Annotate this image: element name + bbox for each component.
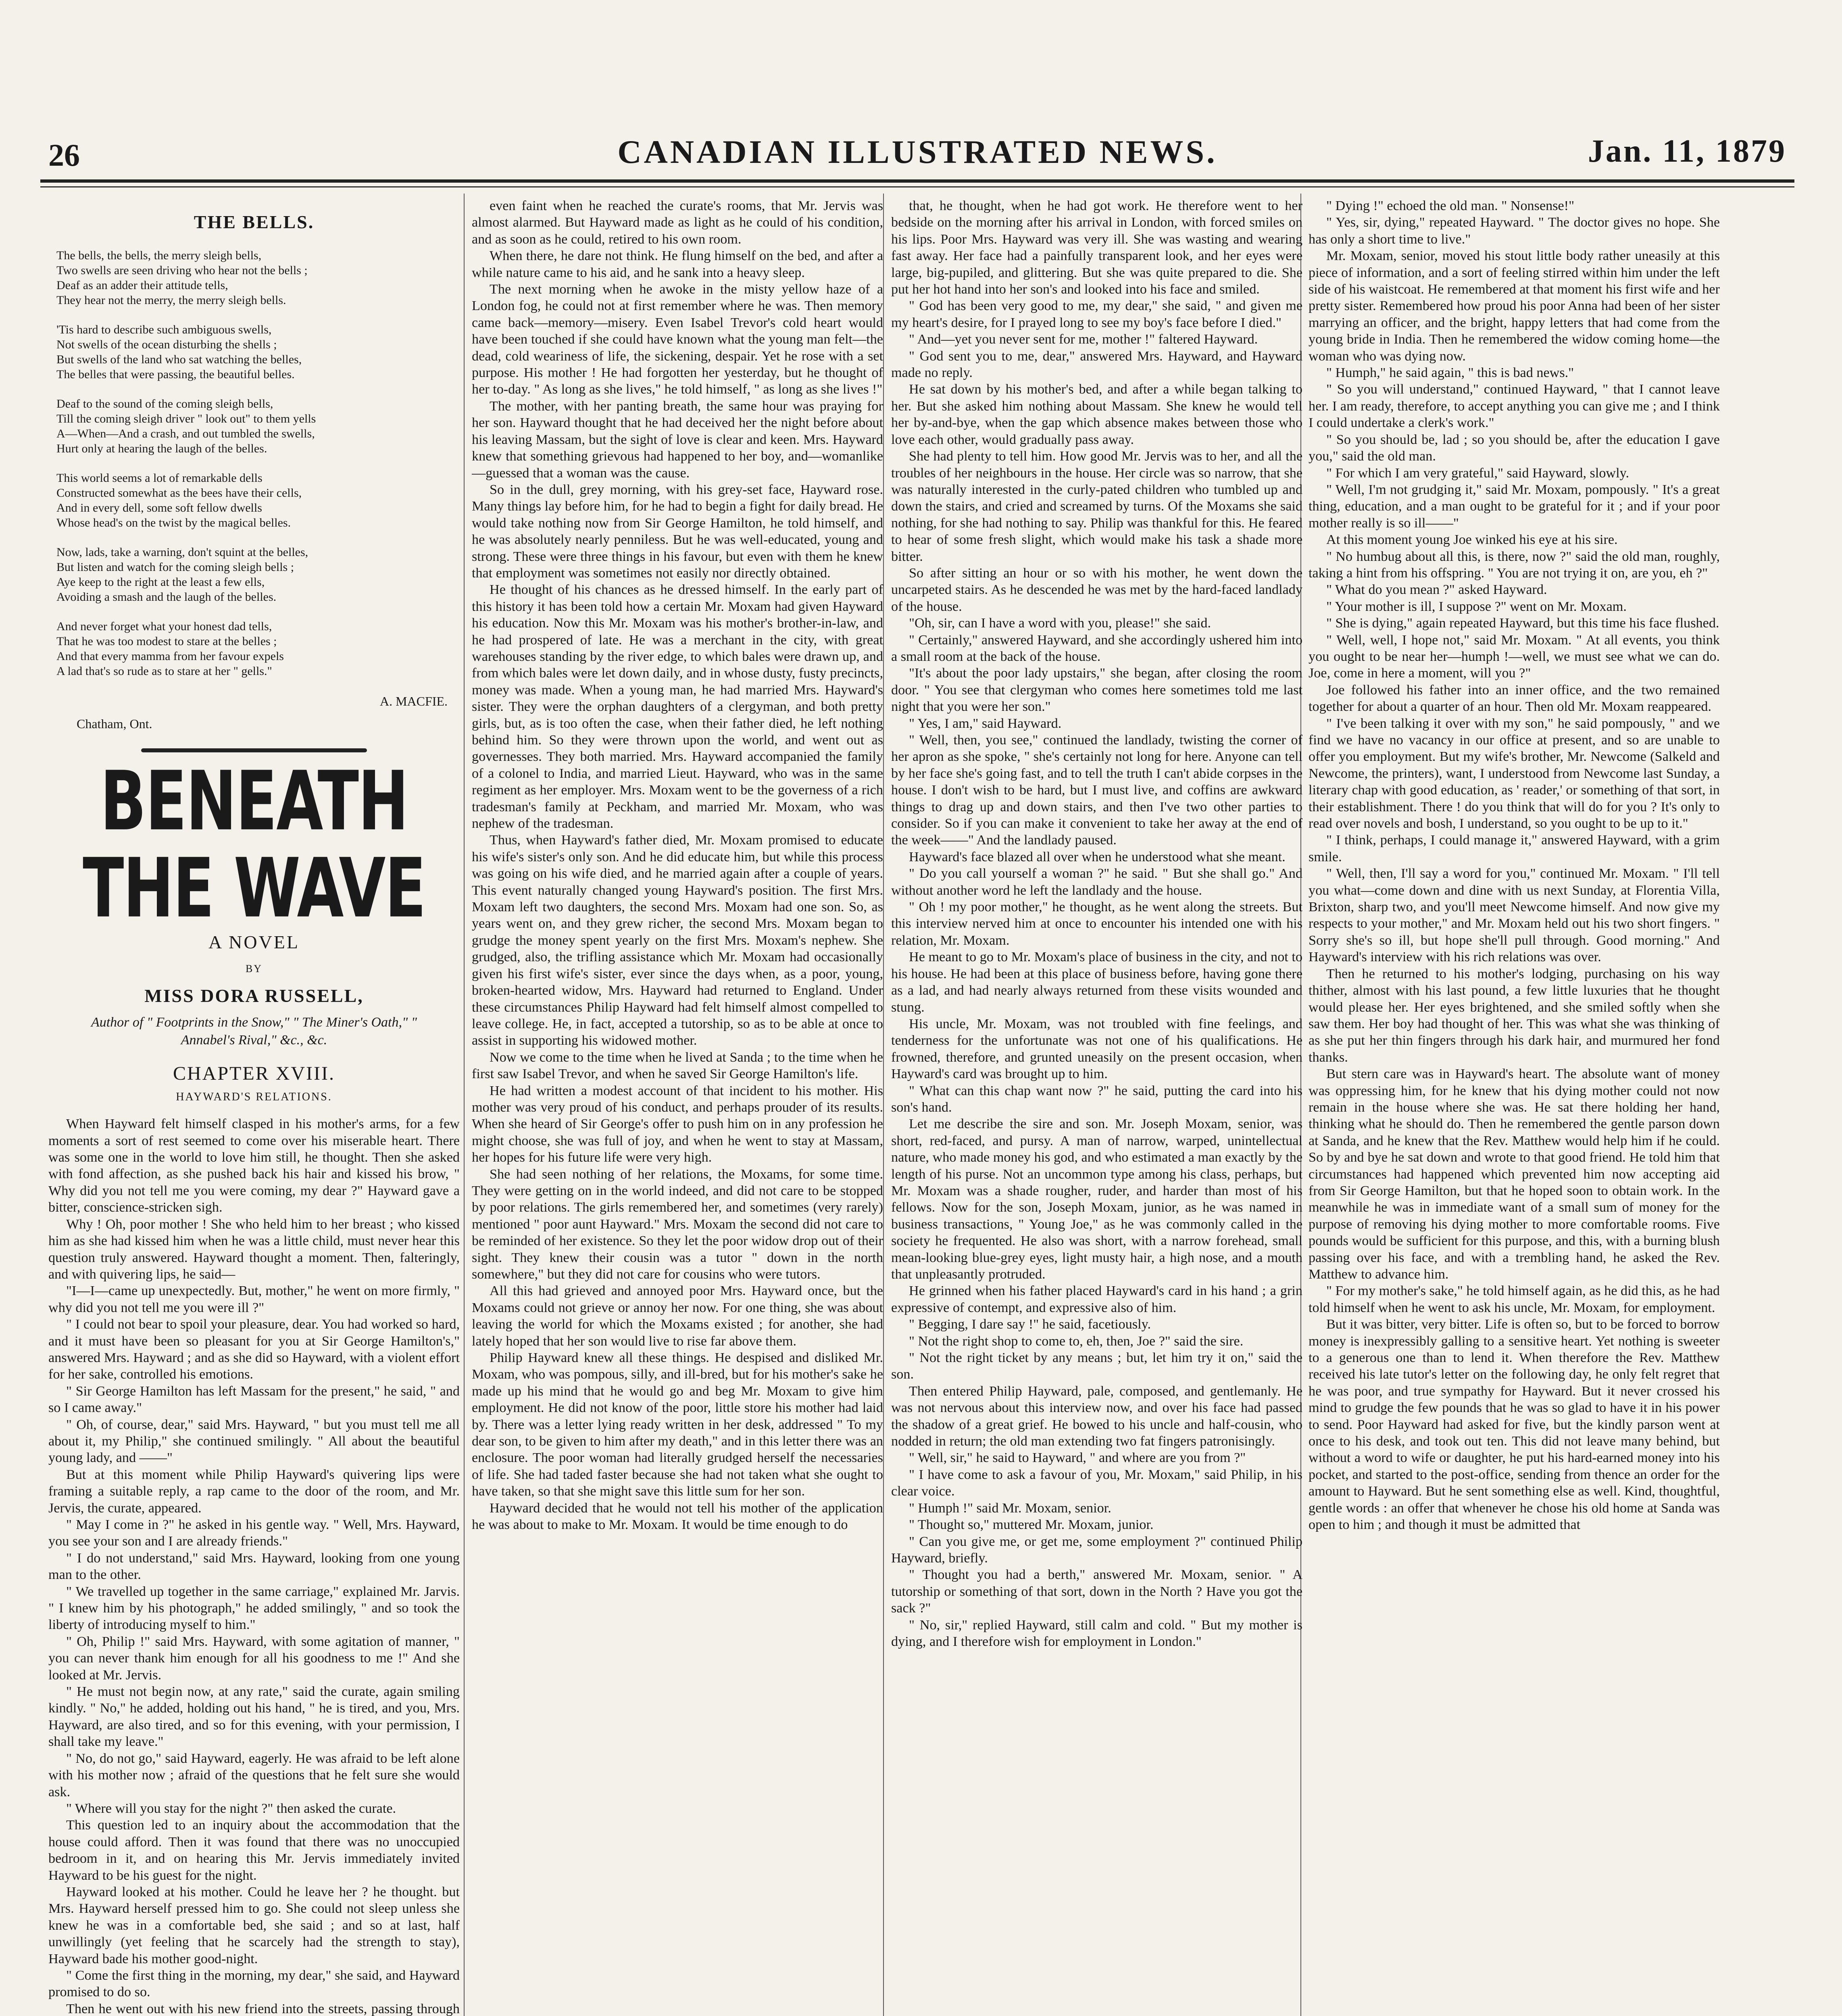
paragraph: He meant to go to Mr. Moxam's place of business in the city, and not to his house. He had been at this place of business before, having gone there as a lad, and had nearly always returned from these visits wounded and stung. — [891, 950, 1302, 1015]
paragraph: " So you will understand," continued Hayward, " that I cannot leave her. I am ready, therefore, to accept anything you can give me ; and I think I could undertake a clerk's work." — [1309, 382, 1720, 431]
serial-by: BY — [245, 962, 263, 975]
poem-line: And that every mamma from her favour expels — [56, 650, 284, 663]
paragraph: " Do you call yourself a woman ?" he said. " But she shall go." And without another word he left the landlady and the house. — [891, 866, 1302, 898]
poem-line: Whose head's on the twist by the magical belles. — [56, 516, 291, 530]
paragraph: " No, do not go," said Hayward, eagerly. He was afraid to be left alone with his mother now ; afraid of the questions that he felt sure she would ask. — [48, 1751, 460, 1799]
paragraph: " Dying !" echoed the old man. " Nonsense!" — [1326, 198, 1575, 213]
paragraph: This question led to an inquiry about the accommodation that the house could afford. Then it was found that there was no unoccupied bedroom in it, and on hearing this Mr. Jervis immediately invited Hayward to be his guest for the night. — [48, 1818, 460, 1883]
poem-stanza — [56, 322, 460, 382]
paragraph: " Well, well, I hope not," said Mr. Moxam. " At all events, you think you ought to be near her—humph !—well, we must see what we can do. Joe, come in here a moment, will you ?" — [1309, 632, 1720, 681]
paragraph: Joe followed his father into an inner office, and the two remained together for about a quarter of an hour. Then old Mr. Moxam reappeared. — [1309, 682, 1720, 714]
paragraph: even faint when he reached the curate's rooms, that Mr. Jervis was almost alarmed. But Hayward made as light as he could of his condition, and as soon as he could, retired to his own room. — [472, 198, 883, 247]
poem-stanza — [56, 471, 460, 530]
paragraph: " Certainly," answered Hayward, and she accordingly ushered him into a small room at the back of the house. — [891, 632, 1302, 664]
poem-stanza — [56, 545, 460, 604]
column-divider — [883, 194, 884, 2016]
paragraph: At this moment young Joe winked his eye at his sire. — [1326, 532, 1618, 548]
column-divider — [464, 194, 465, 2016]
poem-line: Constructed somewhat as the bees have their cells, — [56, 486, 302, 500]
poem-body — [48, 248, 460, 679]
paragraph: But it was bitter, very bitter. Life is often so, but to be forced to borrow money is inexpressibly galling to a sensitive heart. Yet nothing is sweeter to a generous one than to lend it. When therefore the Rev. Matthew received his late tutor's letter on the following day, he only felt regret that he was poor, and true sympathy for Hayward. But it never crossed his mind to grudge the few pounds that he was so glad to have it in his power to send. Poor Hayward had asked for five, but the kindly parson went at once to his desk, and took out ten. This did not leave many behind, but without a word to wife or daughter, he put his hard-earned money into his pocket, and started to the post-office, sending from thence an order for the amount to Hayward. But he sent something else as well. Kind, thoughtful, gentle words : an offer that whenever he chose his old home at Sanda was open to him ; and though it must be admitted that — [1309, 1317, 1720, 1533]
paragraph: " Well, then, you see," continued the landlady, twisting the corner of her apron as she spoke, " she's certainly not long for here. Anyone can tell by her face she's going fast, and to tell the truth I can't abide corpses in the house. I don't wish to be hard, but I must live, and coffins are awkward things to drag up and down stairs, and then I've two other parties to consider. So if you can make it convenient to take her away at the end of the week——" And the landlady paused. — [891, 733, 1302, 848]
paragraph: " Sir George Hamilton has left Massam for the present," he said, " and so I came away." — [48, 1383, 460, 1416]
paragraph: But stern care was in Hayward's heart. The absolute want of money was oppressing him, for he knew that his dying mother could not now remain in the house where she was. He sat there holding her hand, thinking what he should do. Then he remembered the gentle parson down at Sanda, and he knew that the Rev. Matthew would help him if he could. So by and bye he sat down and wrote to that good friend. He told him that circumstances had happened which prevented him now accepting aid from Sir George Hamilton, but that he hoped soon to obtain work. In the meanwhile he was in immediate want of a small sum of money for the purpose of removing his dying mother to more comfortable rooms. Five pounds would be sufficient for this purpose, and this, with a burning blush passing over his face, and with a trembling hand, he asked the Rev. Matthew to advance him. — [1309, 1066, 1720, 1282]
paragraph: " Yes, I am," said Hayward. — [909, 716, 1062, 731]
poem-line: Now, lads, take a warning, don't squint at the belles, — [56, 546, 308, 559]
column-2 — [472, 198, 883, 2016]
paragraph: " She is dying," again repeated Hayward, but this time his face flushed. — [1326, 616, 1719, 631]
paragraph: He thought of his chances as he dressed himself. In the early part of this history it has been told how a certain Mr. Moxam had given Hayward his education. Now this Mr. Moxam was his mother's brother-in-law, and he had prospered of late. He was a merchant in the city, with great warehouses standing by the river edge, to which bales were drawn up, and from which bales were let down daily, and in whose dusty, fusty precincts, money was made. When a young man, he had married Mrs. Hayward's sister. They were the orphan daughters of a clergyman, and both pretty girls, but, as is too often the case, when their father died, he left nothing behind him. So they were thrown upon the world, and went out as governesses. They both married. Mrs. Hayward accompanied the family of a colonel to India, and married Lieut. Hayward, who was in the same regiment as her employer. Mrs. Moxam went to be the governess of a rich tradesman's family at Peckham, and married Mr. Moxam, who was nephew of the tradesman. — [472, 582, 883, 831]
paragraph: Why ! Oh, poor mother ! She who held him to her breast ; who kissed him as she had kissed him when he was a little child, must never hear this question truly answered. Hayward thought a moment. Then, falteringly, and with quivering lips, he said— — [48, 1216, 460, 1282]
poem-line: They hear not the merry, the merry sleigh bells. — [56, 294, 286, 307]
poem-line: But listen and watch for the coming sleigh bells ; — [56, 560, 294, 574]
paragraph: " Not the right ticket by any means ; but, let him try it on," said the son. — [891, 1350, 1302, 1382]
paragraph: She had plenty to tell him. How good Mr. Jervis was to her, and all the troubles of her neighbours in the house. Her circle was so narrow, that she was naturally interested in the curly-pated children who tumbled up and down the stairs, and cried and screamed by turns. Of the Moxams she said nothing, for she had nothing to say. Philip was thankful for this. He feared to hear of some fresh slight, which would make his task a shade more bitter. — [891, 449, 1302, 564]
poem-stanza — [56, 619, 460, 679]
paragraph: Then he returned to his mother's lodging, purchasing on his way thither, almost with his last pound, a few little luxuries that he thought would please her. Her eyes brightened, and she smiled softly when she saw them. Her boy had thought of her. This was what she was thinking of as she put her thin fingers through his dark hair, and murmured her fond thanks. — [1309, 966, 1720, 1065]
paragraph: Mr. Moxam, senior, moved his stout little body rather uneasily at this piece of information, and a sort of feeling stirred within him under the left side of his waistcoat. He remembered at that moment his first wife and her pretty sister. Remembered how proud his poor Anna had been of her sister marrying an officer, and the bright, happy letters that had come from the young bride in India. Then he remembered the widow coming home—the woman who was dying now. — [1309, 248, 1720, 364]
serial-title: BENEATH THE WAVE — [83, 754, 425, 936]
paragraph: "It's about the poor lady upstairs," she began, after closing the room door. " You see that clergyman who comes here sometimes told me last night that you were her son." — [891, 666, 1302, 714]
paragraph: When Hayward felt himself clasped in his mother's arms, for a few moments a sort of rest seemed to come over his miserable heart. There was some one in the world to love him still, he thought. Then she asked with fond affection, as she pushed back his hair and kissed his brow, " Why did you not tell me you were coming, my dear ?" Hayward gave a bitter, conscience-stricken sigh. — [48, 1116, 460, 1215]
article-text — [48, 1116, 460, 2016]
header-rule-thin — [40, 186, 1794, 187]
paragraph: " No, sir," replied Hayward, still calm and cold. " But my mother is dying, and I therefore wish for employment in London." — [891, 1617, 1302, 1649]
poem-line: 'Tis hard to describe such ambiguous swells, — [56, 323, 272, 337]
paragraph: " What can this chap want now ?" he said, putting the card into his son's hand. — [891, 1083, 1302, 1115]
paragraph: " I have come to ask a favour of you, Mr. Moxam," said Philip, in his clear voice. — [891, 1467, 1302, 1499]
poem-place: Chatham, Ont. — [77, 716, 152, 731]
column-4 — [1309, 198, 1720, 2016]
paragraph: " Yes, sir, dying," repeated Hayward. " The doctor gives no hope. She has only a short time to live." — [1309, 215, 1720, 247]
serial-author: MISS DORA RUSSELL, — [144, 985, 364, 1006]
paragraph: All this had grieved and annoyed poor Mrs. Hayward once, but the Moxams could not grieve or annoy her now. For one thing, she was about leaving the world for which the Moxams existed ; for another, she had lately hoped that her son would live to rise far above them. — [472, 1283, 883, 1349]
paragraph: He had written a modest account of that incident to his mother. His mother was very proud of his conduct, and perhaps prouder of its results. When she heard of Sir George's offer to push him on in any profession he might choose, she was full of joy, and when he went to stay at Massam, her hopes for his future life were very high. — [472, 1083, 883, 1165]
paragraph: " We travelled up together in the same carriage," explained Mr. Jarvis. " I knew him by his photograph," he added smilingly, " and so took the liberty of introducing myself to him." — [48, 1584, 460, 1633]
paragraph: " Begging, I dare say !" he said, facetiously. — [909, 1317, 1151, 1332]
paragraph: Thus, when Hayward's father died, Mr. Moxam promised to educate his wife's sister's only son. And he did educate him, but while this process was going on his wife died, and he married again after a couple of years. This event naturally changed young Hayward's position. The first Mrs. Moxam left two daughters, the second Mrs. Moxam had one son. So, as years went on, and they grew richer, the second Mrs. Moxam began to grudge the money spent yearly on the first Mrs. Moxam's nephew. She grudged, also, the trifling assistance which Mr. Moxam had occasionally given his first wife's sister, ever since the days when, as a poor, young, broken-hearted widow, Mrs. Hayward had returned to England. Under these circumstances Philip Hayward had felt himself almost compelled to leave college. He, in fact, accepted a tutorship, so as to be able at once to assist in supporting his widowed mother. — [472, 833, 883, 1048]
paragraph: " And—yet you never sent for me, mother !" faltered Hayward. — [909, 332, 1258, 347]
paragraph: "I—I—came up unexpectedly. But, mother," he went on more firmly, " why did you not tell me you were ill ?" — [48, 1283, 460, 1315]
serial-subtitle: A NOVEL — [208, 932, 300, 953]
poem-line: Till the coming sleigh driver " look out" to them yells — [56, 412, 316, 426]
paragraph: " Come the first thing in the morning, my dear," she said, and Hayward promised to do so. — [48, 1968, 460, 2000]
paragraph: She had seen nothing of her relations, the Moxams, for some time. They were getting on in the world indeed, and did not care to be stopped by poor relations. The girls remembered her, and sometimes (very rarely) mentioned " poor aunt Hayward." Mrs. Moxam the second did not care to be reminded of her existence. So they let the poor widow drop out of their sight. They knew their cousin was a tutor " down in the north somewhere," but they did not care for cousins who were tutors. — [472, 1166, 883, 1282]
paper-name: CANADIAN ILLUSTRATED NEWS. — [617, 133, 1217, 170]
paragraph: " Humph," he said again, " this is bad news." — [1326, 365, 1574, 381]
paragraph: " God sent you to me, dear," answered Mrs. Hayward, and Hayward made no reply. — [891, 348, 1302, 381]
paragraph: When there, he dare not think. He flung himself on the bed, and after a while nature came to his aid, and he sank into a heavy sleep. — [472, 248, 883, 280]
author-credits: Author of " Footprints in the Snow," " The Miner's Oath," " Annabel's Rival," &c., &c. — [91, 1015, 417, 1048]
chapter-title: HAYWARD'S RELATIONS. — [176, 1090, 332, 1103]
paragraph: " Thought so," muttered Mr. Moxam, junior. — [909, 1517, 1154, 1533]
poem-line: Avoiding a smash and the laugh of the belles. — [56, 590, 277, 604]
column-3 — [891, 198, 1302, 2016]
paragraph: " God has been very good to me, my dear," she said, " and given me my heart's desire, for I prayed long to see my boy's face before I died." — [891, 298, 1302, 330]
paragraph: " Oh ! my poor mother," he thought, as he went along the streets. But this interview nerved him at once to encounter his intended one with his relation, Mr. Moxam. — [891, 900, 1302, 948]
article-text — [891, 198, 1302, 1650]
paragraph: The mother, with her panting breath, the same hour was praying for her son. Hayward thought that he had deceived her the night before about his leaving Massam, but the sight of love is clear and keen. Mrs. Hayward knew that something grievous had happened to her boy, and—womanlike—guessed that a woman was the cause. — [472, 398, 883, 481]
paragraph: " For my mother's sake," he told himself again, as he did this, as he had told himself when he went to ask his uncle, Mr. Moxam, for employment. — [1309, 1283, 1720, 1315]
paragraph: " I think, perhaps, I could manage it," answered Hayward, with a grim smile. — [1309, 833, 1720, 864]
paragraph: " Where will you stay for the night ?" then asked the curate. — [66, 1801, 396, 1816]
paragraph: " Well, then, I'll say a word for you," continued Mr. Moxam. " I'll tell you what—come down and dine with us next Sunday, at Florentia Villa, Brixton, sharp two, and you'll meet Newcome himself. And now give my respects to your mother," and Mr. Moxam held out his two short fingers. " Sorry she's so ill, but hope she'll pull through. Good morning." And Hayward's interview with his rich relations was over. — [1309, 866, 1720, 965]
paragraph: " No humbug about all this, is there, now ?" said the old man, roughly, taking a hint from his offspring. " You are not trying it on, are you, eh ?" — [1309, 549, 1720, 581]
paragraph: " What do you mean ?" asked Hayward. — [1326, 582, 1547, 598]
paragraph: " Well, sir," he said to Hayward, " and where are you from ?" — [909, 1450, 1246, 1466]
poem-line: The belles that were passing, the beautiful belles. — [56, 368, 295, 381]
poem-stanza — [56, 248, 460, 308]
paragraph: " Not the right shop to come to, eh, then, Joe ?" said the sire. — [909, 1333, 1244, 1349]
paragraph: The next morning when he awoke in the misty yellow haze of a London fog, he could not at first remember where he was. Then memory came back—memory—misery. Even Isabel Trevor's cold heart would have been touched if she could have known what the young man felt—the dead, cold weariness of life, the sickening, despair. Yet he rose with a set purpose. His mother ! He had forgotten her yesterday, but he thought of her to-day. " As long as she lives," he told himself, " as long as she lives !" — [472, 282, 883, 397]
article-text — [1309, 198, 1720, 1533]
paragraph: " May I come in ?" he asked in his gentle way. " Well, Mrs. Hayward, you see your son and I are already friends." — [48, 1517, 460, 1549]
paragraph: " Oh, of course, dear," said Mrs. Hayward, " but you must tell me all about it, my Philip," she continued smilingly. " All about the beautiful young lady, and ——" — [48, 1417, 460, 1466]
poem-line: But swells of the land who sat watching the belles, — [56, 353, 302, 367]
masthead — [40, 121, 1794, 181]
paragraph: He grinned when his father placed Hayward's card in his hand ; a grin expressive of contempt, and expressive also of him. — [891, 1283, 1302, 1315]
issue-date: Jan. 11, 1879 — [1588, 133, 1786, 169]
poem-line: Deaf to the sound of the coming sleigh bells, — [56, 397, 273, 411]
paragraph: But at this moment while Philip Hayward's quivering lips were framing a suitable reply, a rap came to the door of the room, and Mr. Jervis, the curate, appeared. — [48, 1467, 460, 1516]
paragraph: Let me describe the sire and son. Mr. Joseph Moxam, senior, was short, red-faced, and pursy. A man of narrow, warped, unintellectual nature, who made money his god, and who estimated a man exactly by the length of his purse. Not an uncommon type among his class, perhaps, but Mr. Moxam was a shade rougher, ruder, and harder than most of his fellows. Now for the son, Joseph Moxam, junior, as he was named in business transactions, " Young Joe," as he was commonly called in the society he frequented. He also was short, with a narrow forehead, small mean-looking blue-grey eyes, light musty hair, a high nose, and a mouth that unpleasantly protruded. — [891, 1116, 1302, 1282]
paragraph: " So you should be, lad ; so you should be, after the education I gave you," said the old man. — [1309, 432, 1720, 464]
poem-line: The bells, the bells, the merry sleigh bells, — [56, 249, 262, 262]
paragraph: " I do not understand," said Mrs. Hayward, looking from one young man to the other. — [48, 1550, 460, 1583]
paragraph: " I've been talking it over with my son," he said pompously, " and we find we have no vacancy in our office at present, and so are unable to offer you employment. But my wife's brother, Mr. Newcome (Salkeld and Newcome, the printers), want, I understood from Newcome last Sunday, a literary chap with good education, as ' reader,' or something of that sort, in their establishment. There ! do you think that will do for you ? It's only to read over novels and bosh, I understand, so you ought to be up to it." — [1309, 716, 1720, 831]
paragraph: Hayward looked at his mother. Could he leave her ? he thought. but Mrs. Hayward herself pressed him to go. She could not sleep unless she knew he was in a comfortable bed, she said ; and so at last, half unwillingly (yet feeling that he scarcely had the strength to stay), Hayward bade his mother good-night. — [48, 1884, 460, 1966]
poem-line: That he was too modest to stare at the belles ; — [56, 635, 277, 648]
header-rule — [40, 179, 1794, 183]
paragraph: Now we come to the time when he lived at Sanda ; to the time when he first saw Isabel Trevor, and when he saved Sir George Hamilton's life. — [472, 1050, 883, 1082]
paragraph: " Can you give me, or get me, some employment ?" continued Philip Hayward, briefly. — [891, 1534, 1302, 1566]
paragraph: " Oh, Philip !" said Mrs. Hayward, with some agitation of manner, " you can never thank him enough for all his goodness to me !" And she looked at Mr. Jervis. — [48, 1634, 460, 1683]
paragraph: Hayward's face blazed all over when he understood what she meant. — [909, 849, 1286, 864]
poem-line: And in every dell, some soft fellow dwells — [56, 501, 262, 515]
poem-line: This world seems a lot of remarkable dells — [56, 471, 263, 485]
paragraph: He sat down by his mother's bed, and after a while began talking to her. But she asked him nothing about Massam. She knew he would tell her by-and-bye, when the gap which absence makes between those who love each other, would gradually pass away. — [891, 382, 1302, 447]
poem-line: Deaf as an adder their attitude tells, — [56, 279, 228, 292]
paragraph: " For which I am very grateful," said Hayward, slowly. — [1326, 465, 1629, 481]
page-number: 26 — [48, 137, 80, 173]
paragraph: Then entered Philip Hayward, pale, composed, and gentlemanly. He was not nervous about this interview now, and over his face had passed the shadow of a great grief. He bowed to his uncle and half-cousin, who nodded in return; the old man extending two fat fingers patronisingly. — [891, 1383, 1302, 1449]
poem-signature: A. MACFIE. — [379, 694, 448, 709]
paragraph: So after sitting an hour or so with his mother, he went down the uncarpeted stairs. As he descended he was met by the hard-faced landlady of the house. — [891, 565, 1302, 614]
paragraph: " Thought you had a berth," answered Mr. Moxam, senior. " A tutorship or something of that sort, down in the North ? Have you got the sack ?" — [891, 1567, 1302, 1616]
poem-line: A lad that's so rude as to stare at her " gells." — [56, 664, 272, 678]
paragraph: "Oh, sir, can I have a word with you, please!" she said. — [909, 616, 1211, 631]
paragraph: " Your mother is ill, I suppose ?" went on Mr. Moxam. — [1326, 599, 1627, 614]
poem-line: A—When—And a crash, and out tumbled the swells, — [56, 427, 315, 441]
paragraph: " Well, I'm not grudging it," said Mr. Moxam, pompously. " It's a great thing, education, and a man ought to be grateful for it ; and if your poor mother really is so ill——" — [1309, 482, 1720, 531]
poem-line: Two swells are seen driving who hear not the bells ; — [56, 264, 308, 277]
article-text — [472, 198, 883, 1533]
poem-line: And never forget what your honest dad tells, — [56, 620, 272, 633]
paragraph: " I could not bear to spoil your pleasure, dear. You had worked so hard, and it must have been so pleasant for you at Sir George Hamilton's," answered Mrs. Hayward ; and as she did so Hayward, with a violent effort for her sake, controlled his emotions. — [48, 1317, 460, 1382]
paragraph: His uncle, Mr. Moxam, was not troubled with fine feelings, and tenderness for the unfortunate was not one of his qualifications. He frowned, therefore, and grunted uneasily on the present occasion, when Hayward's card was brought up to him. — [891, 1016, 1302, 1082]
paragraph: Then he went out with his new friend into the streets, passing through — [66, 2001, 460, 2016]
paragraph: Philip Hayward knew all these things. He despised and disliked Mr. Moxam, who was pompous, silly, and ill-bred, but for his mother's sake he made up his mind that he would go and beg Mr. Moxam to give him employment. He did not know of the poor, little store his mother had laid by. There was a letter lying ready written in her desk, addressed " To my dear son, to be given to him after my death," and in this letter there was an enclosure. The poor woman had literally grudged herself the necessaries of life. She had taded faster because she had not taken what she ought to have taken, so that she might save this little sum for her son. — [472, 1350, 883, 1499]
paragraph: that, he thought, when he had got work. He therefore went to her bedside on the morning after his arrival in London, with forced smiles on his lips. Poor Mrs. Hayward was very ill. She was wasting and wearing fast away. Her face had a painfully transparent look, and her eyes were large, big-pupiled, and glittering. But she was quite prepared to die. She put her hot hand into her son's and looked into his face and smiled. — [891, 198, 1302, 297]
paragraph: Hayward decided that he would not tell his mother of the application he was about to make to Mr. Moxam. It would be time enough to do — [472, 1500, 883, 1533]
poem-title: THE BELLS. — [194, 212, 315, 232]
poem-stanza — [56, 396, 460, 456]
poem-line: Not swells of the ocean disturbing the shells ; — [56, 338, 277, 352]
paragraph: " He must not begin now, at any rate," said the curate, again smiling kindly. " No," he added, holding out his hand, " he is tired, and you, Mrs. Hayward, are also tired, and so for this evening, with your permission, I shall take my leave." — [48, 1684, 460, 1749]
paragraph: So in the dull, grey morning, with his grey-set face, Hayward rose. Many things lay before him, for he had to begin a fight for daily bread. He would take nothing now from Sir George Hamilton, he told himself, and he was absolutely nearly penniless. But he was well-educated, young and strong. These were three things in his favour, but even with them he knew that employment was sometimes not easily nor directly obtained. — [472, 482, 883, 581]
chapter-heading: CHAPTER XVIII. — [173, 1063, 335, 1085]
ornamental-rule — [141, 748, 367, 752]
paragraph: " Humph !" said Mr. Moxam, senior. — [909, 1500, 1111, 1516]
poem-line: Aye keep to the right at the least a few ells, — [56, 575, 265, 589]
poem-line: Hurt only at hearing the laugh of the belles. — [56, 442, 267, 456]
column-1 — [48, 198, 460, 2016]
